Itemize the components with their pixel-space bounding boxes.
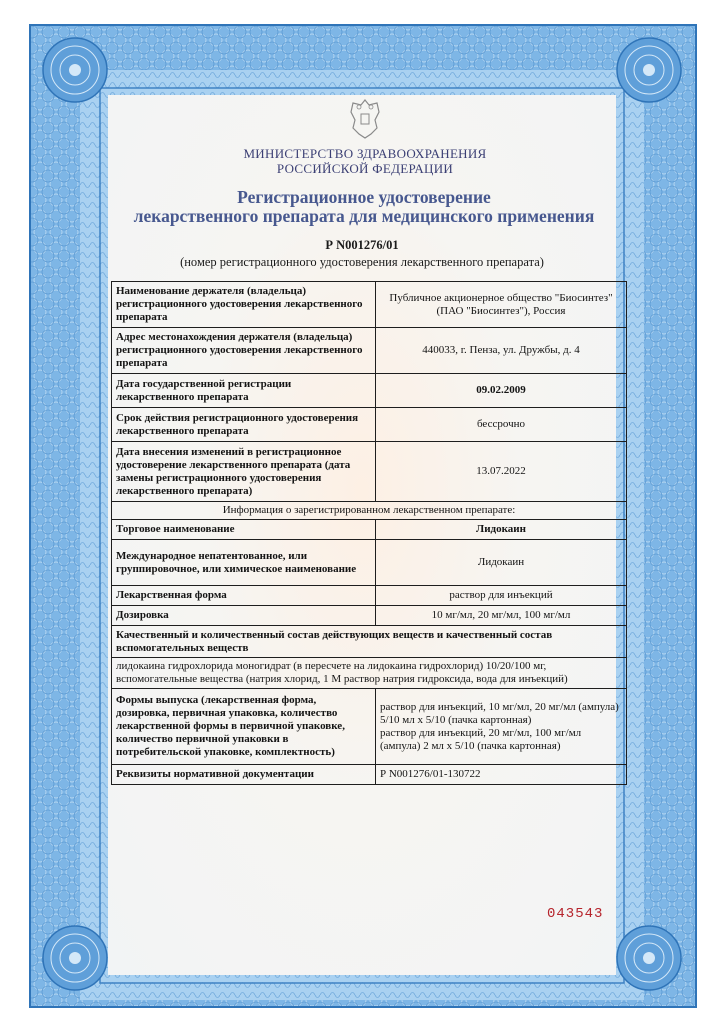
table-row [112,658,627,689]
change-date-label: Дата внесения изменений в регистрационное удостоверение лекарственного препарата (дата замены регистрационного удостоверения лекарственного препарата) [112,442,376,502]
composition-heading: Качественный и количественный состав действующих веществ и качественный состав вспомогательных веществ [112,626,627,658]
registration-table [111,281,627,785]
trade-name-value: Лидокаин [376,520,627,540]
release-forms-label: Формы выпуска (лекарственная форма, дозировка, первичная упаковка, количество лекарственной формы в первичной упаковке, количество первичной упаковки в потребительской упаковке, комплектность) [112,689,376,765]
corner-rosette [617,926,681,990]
table-row [112,626,627,658]
inn-label: Международное непатентованное, или группировочное, или химическое наименование [112,540,376,586]
ministry-line-2: РОССИЙСКОЙ ФЕДЕРАЦИИ [276,161,454,176]
table-row [112,586,627,606]
table-row [112,520,627,540]
ministry-name [200,146,530,176]
coat-of-arms-icon [347,98,383,140]
corner-rosette [617,38,681,102]
dosage-value: 10 мг/мл, 20 мг/мл, 100 мг/мл [376,606,627,626]
normative-doc-value: Р N001276/01-130722 [376,765,627,785]
composition-text [112,658,627,689]
validity-label: Срок действия регистрационного удостоверения лекарственного препарата [112,408,376,442]
reg-date-value: 09.02.2009 [376,374,627,408]
validity-value: бессрочно [376,408,627,442]
inn-value: Лидокаин [376,540,627,586]
document-title [100,188,628,226]
reg-date-label: Дата государственной регистрации лекарственного препарата [112,374,376,408]
corner-rosette [43,926,107,990]
table-row [112,408,627,442]
holder-address-value: 440033, г. Пенза, ул. Дружбы, д. 4 [376,328,627,374]
table-row [112,282,627,328]
title-line-2: лекарственного препарата для медицинского применения [133,206,595,226]
corner-rosette [43,38,107,102]
info-heading: Информация о зарегистрированном лекарственном препарате: [112,502,627,520]
release-form-2: раствор для инъекций, 20 мг/мл, 100 мг/мл (ампула) 2 мл x 5/10 (пачка картонная) [380,726,582,752]
ministry-line-1: МИНИСТЕРСТВО ЗДРАВООХРАНЕНИЯ [243,146,487,161]
dosage-label: Дозировка [112,606,376,626]
serial-number: 043543 [547,906,604,922]
trade-name-label: Торговое наименование [112,520,376,540]
title-line-1: Регистрационное удостоверение [237,187,491,207]
release-forms-value [376,689,627,765]
table-row [112,606,627,626]
table-row [112,765,627,785]
holder-name-label: Наименование держателя (владельца) регистрационного удостоверения лекарственного препарата [112,282,376,328]
holder-name-value: Публичное акционерное общество "Биосинтез" (ПАО "Биосинтез"), Россия [376,282,627,328]
change-date-value: 13.07.2022 [376,442,627,502]
release-form-1: раствор для инъекций, 10 мг/мл, 20 мг/мл (ампула) 5/10 мл x 5/10 (пачка картонная) [380,700,619,726]
composition-line-1: лидокаина гидрохлорида моногидрат (в пересчете на лидокаина гидрохлорид) 10/20/100 мг, [116,660,547,672]
dosage-form-label: Лекарственная форма [112,586,376,606]
registration-number-note: (номер регистрационного удостоверения лекарственного препарата) [180,255,544,269]
table-row [112,540,627,586]
table-row [112,442,627,502]
dosage-form-value: раствор для инъекций [376,586,627,606]
composition-line-2: вспомогательные вещества (натрия хлорид, 1 М раствор натрия гидроксида, вода для инъекций) [116,673,568,685]
table-row [112,689,627,765]
table-row [112,502,627,520]
table-row [112,328,627,374]
table-row [112,374,627,408]
normative-doc-label: Реквизиты нормативной документации [112,765,376,785]
registration-number: Р N001276/01 [325,238,399,252]
holder-address-label: Адрес местонахождения держателя (владельца) регистрационного удостоверения лекарственного препарата [112,328,376,374]
